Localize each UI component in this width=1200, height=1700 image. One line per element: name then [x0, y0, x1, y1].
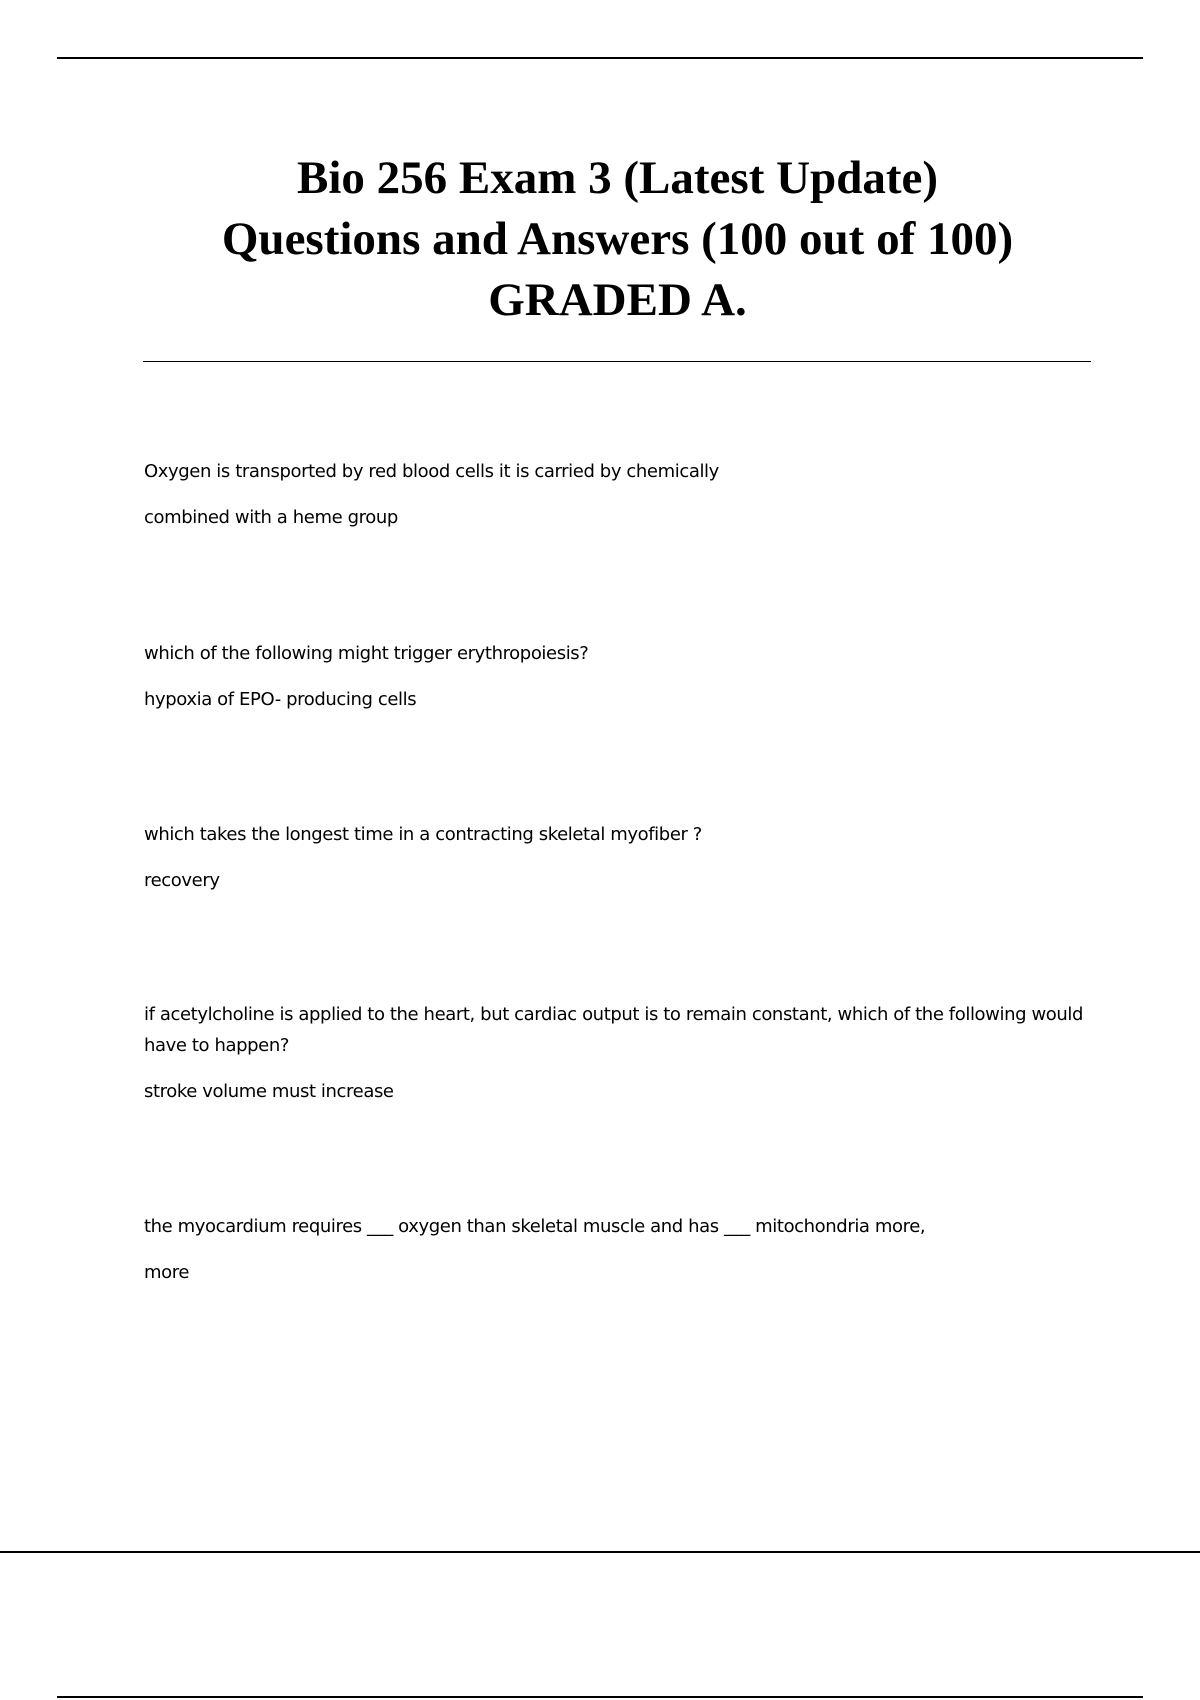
question-text: Oxygen is transported by red blood cells it is carried by chemically	[144, 461, 719, 482]
qa-item	[144, 638, 1084, 715]
answer-text: recovery	[144, 870, 220, 891]
answer-text: more	[144, 1262, 190, 1283]
answer-text: combined with a heme group	[144, 507, 398, 528]
question-text: which of the following might trigger erythropoiesis?	[144, 643, 589, 664]
title-line-3: GRADED A.	[488, 274, 747, 326]
qa-item	[144, 1211, 1084, 1288]
qa-item	[144, 456, 1084, 533]
answer-text: stroke volume must increase	[144, 1081, 394, 1102]
qa-item	[144, 819, 1084, 896]
question-text: if acetylcholine is applied to the heart, but cardiac output is to remain constant, which of the following would have to happen?	[144, 1004, 1084, 1056]
document-title	[160, 148, 1075, 331]
question-text: which takes the longest time in a contracting skeletal myofiber ?	[144, 824, 702, 845]
title-underline	[143, 361, 1091, 362]
question-text: the myocardium requires ___ oxygen than skeletal muscle and has ___ mitochondria more,	[144, 1216, 926, 1237]
footer-rule	[0, 1551, 1200, 1553]
answer-text: hypoxia of EPO- producing cells	[144, 689, 417, 710]
title-line-1: Bio 256 Exam 3 (Latest Update)	[297, 152, 938, 204]
bottom-rule	[57, 1696, 1143, 1698]
top-rule	[57, 57, 1143, 59]
qa-item	[144, 999, 1084, 1107]
title-line-2: Questions and Answers (100 out of 100)	[221, 213, 1014, 265]
